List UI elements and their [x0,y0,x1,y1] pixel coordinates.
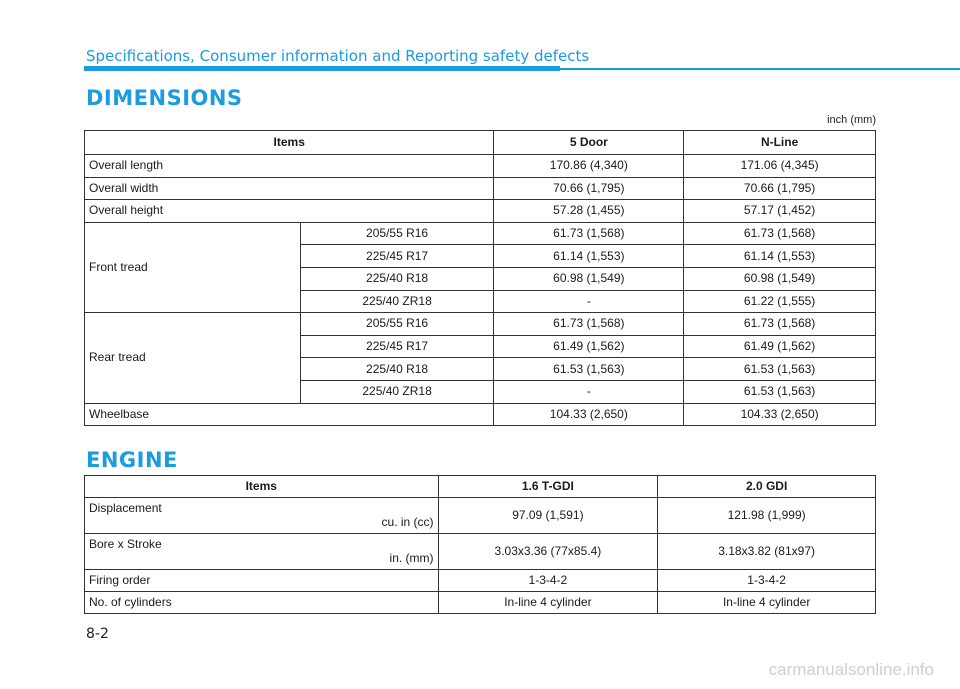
watermark: carmanualsonline.info [768,660,934,679]
column-header-nline: N-Line [684,131,876,155]
value-5door: 57.28 (1,455) [494,200,684,223]
column-header-items: Items [85,131,494,155]
table-row [85,403,876,426]
column-header-items: Items [85,476,439,498]
value-nline: 104.33 (2,650) [684,403,876,426]
table-row [85,592,876,614]
row-label: Overall width [85,177,494,200]
tire-size: 205/55 R16 [300,222,494,245]
value-nline: 171.06 (4,345) [684,155,876,178]
engine-table [84,475,876,614]
table-row [85,534,876,570]
value-5door: 60.98 (1,549) [494,267,684,290]
value-nline: 57.17 (1,452) [684,200,876,223]
value-5door: 61.73 (1,568) [494,313,684,336]
dimensions-unit-note: inch (mm) [827,114,876,126]
tire-size: 225/40 R18 [300,267,494,290]
column-header-5door: 5 Door [494,131,684,155]
value-5door: - [494,380,684,403]
table-row [85,222,876,245]
value-nline: 60.98 (1,549) [684,267,876,290]
value-5door: 61.14 (1,553) [494,245,684,268]
value-nline: 61.73 (1,568) [684,313,876,336]
value-5door: 61.73 (1,568) [494,222,684,245]
table-row [85,155,876,178]
table-row [85,177,876,200]
row-label: Bore x Stroke [89,537,162,552]
value-nline: 61.73 (1,568) [684,222,876,245]
value-1-6-tgdi: 3.03x3.36 (77x85.4) [438,534,658,570]
row-label: Firing order [85,570,439,592]
value-2-0-gdi: 1-3-4-2 [658,570,876,592]
value-nline: 61.53 (1,563) [684,380,876,403]
value-nline: 61.53 (1,563) [684,358,876,381]
tire-size: 225/45 R17 [300,335,494,358]
row-label-cell [85,534,439,570]
row-label-cell [85,498,439,534]
table-row [85,570,876,592]
value-1-6-tgdi: 1-3-4-2 [438,570,658,592]
tire-size: 205/55 R16 [300,313,494,336]
header-rule-thick [84,66,560,71]
dimensions-title: DIMENSIONS [86,86,243,110]
page-number: 8-2 [86,626,109,642]
value-nline: 61.49 (1,562) [684,335,876,358]
column-header-2-0-gdi: 2.0 GDI [658,476,876,498]
value-5door: 61.53 (1,563) [494,358,684,381]
tire-size: 225/40 R18 [300,358,494,381]
group-label-front-tread: Front tread [85,222,301,312]
value-nline: 70.66 (1,795) [684,177,876,200]
value-1-6-tgdi: In-line 4 cylinder [438,592,658,614]
value-5door: 70.66 (1,795) [494,177,684,200]
dimensions-table [84,130,876,426]
row-label: Displacement [89,501,162,516]
row-label: Overall height [85,200,494,223]
column-header-1-6-tgdi: 1.6 T-GDI [438,476,658,498]
row-label: No. of cylinders [85,592,439,614]
value-5door: - [494,290,684,313]
value-2-0-gdi: 3.18x3.82 (81x97) [658,534,876,570]
table-row [85,200,876,223]
section-header-title: Specifications, Consumer information and Reporting safety defects [86,47,590,65]
table-row [85,313,876,336]
value-nline: 61.22 (1,555) [684,290,876,313]
value-5door: 61.49 (1,562) [494,335,684,358]
tire-size: 225/40 ZR18 [300,290,494,313]
row-label: Overall length [85,155,494,178]
value-2-0-gdi: In-line 4 cylinder [658,592,876,614]
value-2-0-gdi: 121.98 (1,999) [658,498,876,534]
value-5door: 104.33 (2,650) [494,403,684,426]
value-5door: 170.86 (4,340) [494,155,684,178]
tire-size: 225/40 ZR18 [300,380,494,403]
header-rule-thin [560,68,960,70]
row-unit: cu. in (cc) [381,514,434,529]
table-row [85,498,876,534]
row-unit: in. (mm) [389,550,434,565]
value-nline: 61.14 (1,553) [684,245,876,268]
tire-size: 225/45 R17 [300,245,494,268]
group-label-rear-tread: Rear tread [85,313,301,403]
engine-title: ENGINE [86,448,178,472]
value-1-6-tgdi: 97.09 (1,591) [438,498,658,534]
row-label: Wheelbase [85,403,494,426]
